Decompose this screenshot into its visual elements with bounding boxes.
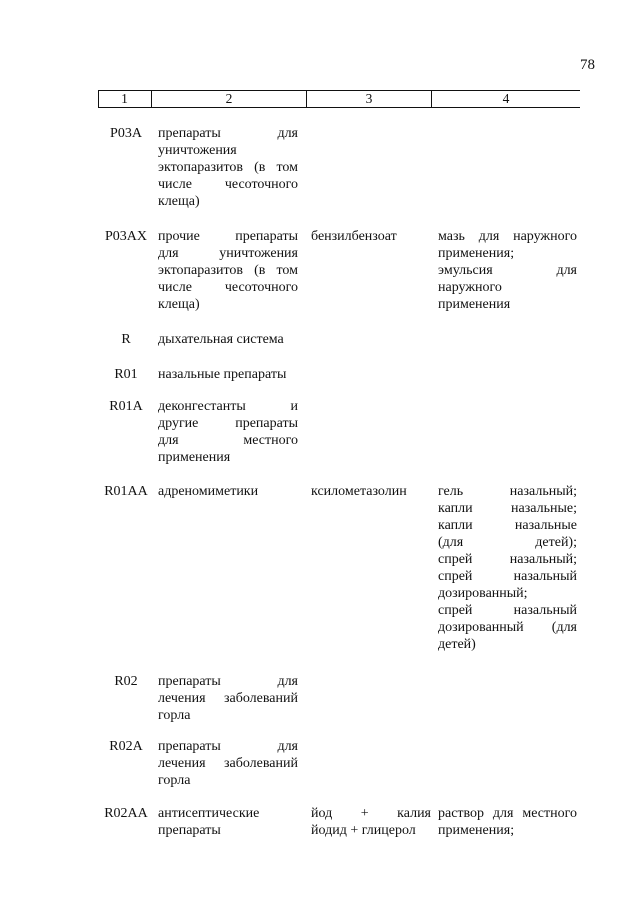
row-form <box>438 483 577 653</box>
row-code: R02AA <box>104 806 148 821</box>
name-line: деконгестанты и <box>158 399 298 414</box>
header-cell-2: 2 <box>225 91 233 106</box>
row-name <box>158 483 298 500</box>
row-drug <box>311 483 431 500</box>
drug-line: йодид + глицерол <box>311 823 416 838</box>
form-line: мазь для наружного <box>438 229 577 244</box>
name-line: клеща) <box>158 297 200 312</box>
row-code: R <box>121 332 131 347</box>
drug-line: йод + калия <box>311 806 431 821</box>
form-line: эмульсия для <box>438 263 577 278</box>
form-line: применения; <box>438 246 515 261</box>
name-line: уничтожения <box>158 143 237 158</box>
form-line: детей) <box>438 637 476 652</box>
row-code: R02A <box>109 739 143 754</box>
page-number: 78 <box>580 57 595 73</box>
row-code: R01A <box>109 399 143 414</box>
name-line: числе чесоточного <box>158 177 298 192</box>
form-line: раствор для местного <box>438 806 577 821</box>
name-line: числе чесоточного <box>158 280 298 295</box>
row-drug <box>311 228 431 245</box>
name-line: другие препараты <box>158 416 298 431</box>
row-form <box>438 228 577 313</box>
drug-line: ксилометазолин <box>311 484 407 499</box>
row-code: P03A <box>110 126 142 141</box>
form-line: спрей назальный <box>438 569 577 584</box>
header-cell-4: 4 <box>502 91 510 106</box>
name-line: горла <box>158 773 191 788</box>
name-line: эктопаразитов (в том <box>158 160 298 175</box>
form-line: спрей назальный; <box>438 552 577 567</box>
name-line: назальные препараты <box>158 367 287 382</box>
name-line: эктопаразитов (в том <box>158 263 298 278</box>
row-name <box>158 331 298 348</box>
row-code: P03AX <box>104 229 147 244</box>
name-line: прочие препараты <box>158 229 298 244</box>
name-line: препараты для <box>158 126 298 141</box>
row-code: R01 <box>114 367 138 382</box>
form-line: наружного <box>438 280 502 295</box>
form-line: применения <box>438 297 511 312</box>
name-line: антисептические <box>158 806 260 821</box>
name-line: клеща) <box>158 194 200 209</box>
row-code: R01AA <box>104 484 148 499</box>
form-line: спрей назальный <box>438 603 577 618</box>
name-line: препараты для <box>158 674 298 689</box>
row-drug <box>311 805 431 839</box>
form-line: дозированный (для <box>438 620 577 635</box>
header-cell-3: 3 <box>365 91 373 106</box>
name-line: препараты для <box>158 739 298 754</box>
table-header <box>98 90 580 108</box>
row-name <box>158 398 298 466</box>
form-line: капли назальные; <box>438 501 577 516</box>
form-line: (для детей); <box>438 535 577 550</box>
drug-line: бензилбензоат <box>311 229 397 244</box>
header-cell-1: 1 <box>121 91 128 106</box>
name-line: лечения заболеваний <box>158 756 298 771</box>
row-name <box>158 805 298 839</box>
name-line: препараты <box>158 823 221 838</box>
form-line: дозированный; <box>438 586 528 601</box>
row-name <box>158 125 298 210</box>
row-code: R02 <box>114 674 138 689</box>
name-line: горла <box>158 708 191 723</box>
row-form <box>438 805 577 839</box>
row-name <box>158 228 298 313</box>
row-name <box>158 673 298 724</box>
form-line: капли назальные <box>438 518 577 533</box>
name-line: дыхательная система <box>158 332 284 347</box>
form-line: применения; <box>438 823 515 838</box>
name-line: для уничтожения <box>158 246 298 261</box>
name-line: адреномиметики <box>158 484 259 499</box>
row-name <box>158 738 298 789</box>
row-name <box>158 366 298 383</box>
name-line: для местного <box>158 433 298 448</box>
name-line: применения <box>158 450 231 465</box>
form-line: гель назальный; <box>438 484 577 499</box>
name-line: лечения заболеваний <box>158 691 298 706</box>
